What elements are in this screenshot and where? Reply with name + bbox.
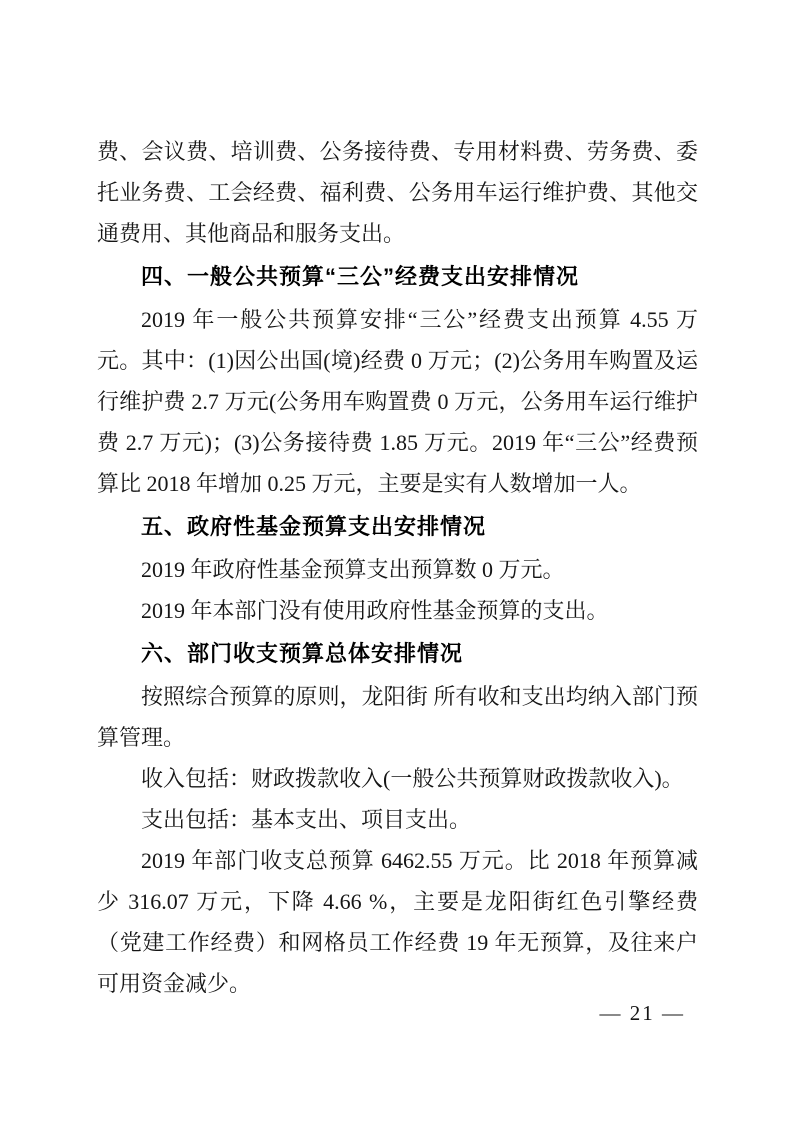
paragraph-sangong-budget-detail: 2019 年一般公共预算安排“三公”经费支出预算 4.55 万元。其中：(1)因公出国(境)经费 0 万元；(2)公务用车购置及运行维护费 2.7 万元(公务用车购置费 0 万元，公务用车运行维护费 2.7 万元)；(3)公务接待费 1.85 万元。2019 年“三公”经费预算比 2018 年增加 0.25 万元，主要是实有人数增加一人。: [97, 307, 698, 496]
paragraph-income-scope: 收入包括：财政拨款收入(一般公共预算财政拨款收入)。: [141, 766, 684, 791]
paragraph-expense-scope: 支出包括：基本支出、项目支出。: [141, 807, 472, 832]
paragraph-total-budget-detail: 2019 年部门收支总预算 6462.55 万元。比 2018 年预算减少 316.07 万元，下降 4.66 %，主要是龙阳街红色引擎经费（党建工作经费）和网格员工作经费 19 年无预算，及往来户可用资金减少。: [97, 848, 698, 996]
paragraph-expense-items-continuation: 费、会议费、培训费、公务接待费、专用材料费、劳务费、委托业务费、工会经费、福利费、公务用车运行维护费、其他交通费用、其他商品和服务支出。: [97, 139, 698, 246]
document-body: [97, 131, 698, 1004]
page-footer: [600, 1001, 686, 1026]
section-heading-five-government-fund: 五、政府性基金预算支出安排情况: [141, 514, 487, 539]
page-number: — 21 —: [599, 1001, 685, 1025]
paragraph-government-fund-note: 2019 年本部门没有使用政府性基金预算的支出。: [141, 598, 609, 623]
section-heading-six-overall-budget: 六、部门收支预算总体安排情况: [141, 641, 464, 666]
paragraph-budget-principle: 按照综合预算的原则，龙阳街 所有收和支出均纳入部门预算管理。: [97, 684, 698, 750]
paragraph-government-fund-amount: 2019 年政府性基金预算支出预算数 0 万元。: [141, 557, 565, 582]
section-heading-four-sangong-budget: 四、一般公共预算“三公”经费支出安排情况: [141, 264, 580, 289]
